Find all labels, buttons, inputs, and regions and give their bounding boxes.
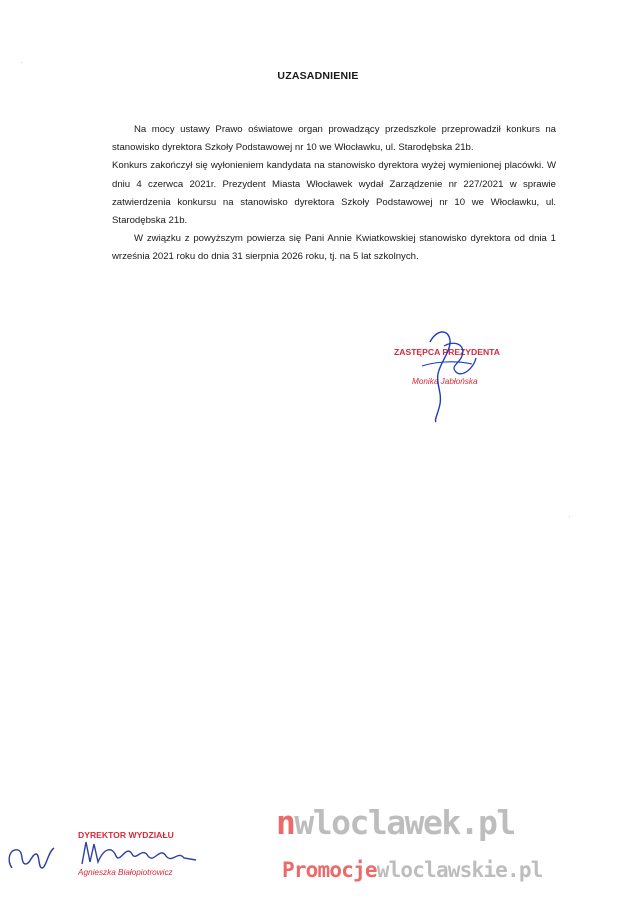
watermark-nwloclawek xyxy=(276,803,515,842)
watermark-text: wloclawek.pl xyxy=(294,803,515,842)
director-stamp-name: Agnieszka Białopiotrowicz xyxy=(78,868,173,877)
paragraph-appointment: W związku z powyższym powierza się Pani Annie Kwiatkowskiej stanowisko dyrektora od dnia 1 września 2021 roku do dnia 31 sierpnia 2026 roku, tj. na 5 lat szkolnych. xyxy=(112,233,556,263)
watermark-promocje xyxy=(282,858,543,882)
director-stamp-title: DYREKTOR WYDZIAŁU xyxy=(78,830,174,840)
deputy-stamp-name: Monika Jabłońska xyxy=(412,377,478,386)
document-body xyxy=(112,121,556,267)
document-title: UZASADNIENIE xyxy=(277,70,359,82)
director-signature xyxy=(78,836,202,870)
watermark-text: wloclawskie.pl xyxy=(376,858,543,882)
deputy-stamp-title: ZASTĘPCA PREZYDENTA xyxy=(394,347,500,357)
paragraph-competition: Na mocy ustawy Prawo oświatowe organ prowadzący przedszkole przeprowadził konkurs na stanowisko dyrektora Szkoły Podstawowej nr 10 we Włocławku, ul. Starodębska 21b. xyxy=(112,124,556,154)
scan-mark: · xyxy=(20,58,23,67)
watermark-accent: Promocje xyxy=(282,858,377,882)
scan-mark: · xyxy=(568,512,571,521)
margin-initials-signature xyxy=(2,838,58,878)
paragraph-result: Konkurs zakończył się wyłonieniem kandydata na stanowisko dyrektora wyżej wymienionej placówki. W dniu 4 czerwca 2021r. Prezydent Miasta Włocławek wydał Zarządzenie nr 227/2021 w sprawie zatwierdzenia konkursu na stanowisko dyrektora Szkoły Podstawowej nr 10 we Włocławku, ul. Starodębska 21b. xyxy=(112,160,556,227)
deputy-signature xyxy=(410,322,490,427)
watermark-accent: n xyxy=(276,803,295,842)
